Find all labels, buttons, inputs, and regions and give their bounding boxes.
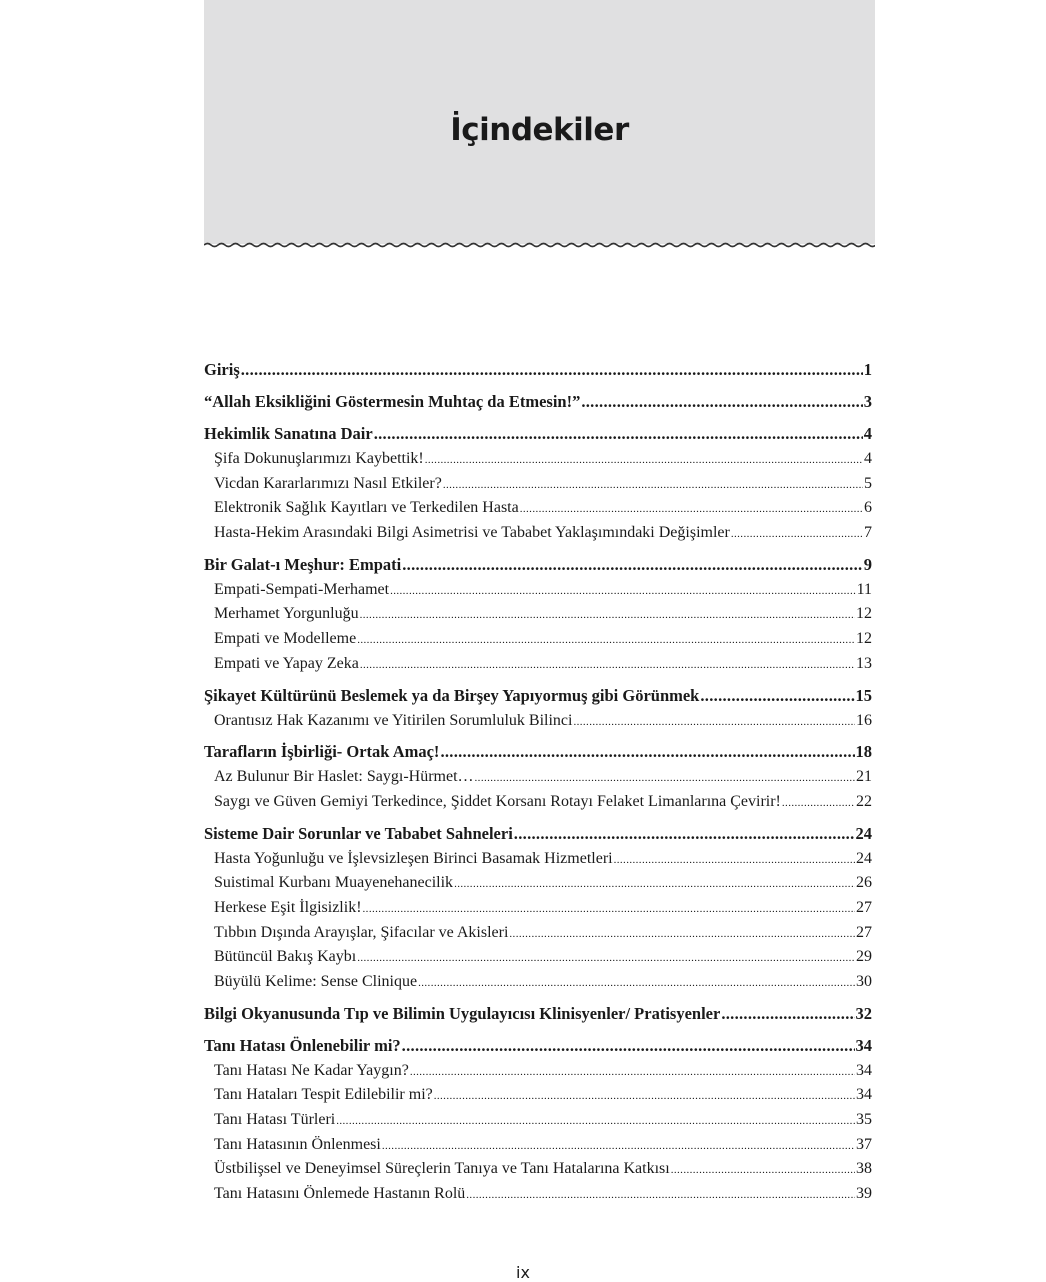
toc-subentry[interactable]: [204, 948, 872, 973]
toc-subentry-title: Empati ve Yapay Zeka: [214, 654, 359, 672]
dot-leader: [360, 655, 855, 673]
toc-section: [204, 392, 872, 418]
dot-leader: [434, 1086, 855, 1104]
toc-subentry[interactable]: [204, 1160, 872, 1185]
dot-leader: [573, 712, 855, 730]
toc-subentry[interactable]: [204, 605, 872, 630]
dot-leader: [581, 392, 862, 412]
toc-subentry-title: Saygı ve Güven Gemiyi Terkedince, Şiddet Korsanı Rotayı Felaket Limanlarına Çevirir!: [214, 792, 781, 810]
toc-subentry-page-number: 26: [856, 874, 872, 892]
dot-leader: [443, 475, 863, 493]
toc-subentry-page-number: 34: [856, 1061, 872, 1079]
toc-entry-title: Hekimlik Sanatına Dair: [204, 424, 373, 443]
toc-subentry-title: Herkese Eşit İlgisizlik!: [214, 898, 362, 916]
toc-subentry[interactable]: [204, 1111, 872, 1136]
toc-subentry[interactable]: [204, 973, 872, 998]
dot-leader: [390, 581, 856, 599]
toc-subentry-page-number: 37: [856, 1135, 872, 1153]
toc-subentry-title: Tıbbın Dışında Arayışlar, Şifacılar ve Akisleri: [214, 923, 509, 941]
toc-subentry[interactable]: [204, 793, 872, 818]
dot-leader: [671, 1160, 855, 1178]
toc-subentry-title: Üstbilişsel ve Deneyimsel Süreçlerin Tanıya ve Tanı Hatalarına Katkısı: [214, 1160, 670, 1178]
toc-entry[interactable]: [204, 686, 872, 712]
toc-entry-page-number: 24: [855, 823, 872, 843]
toc-subentry[interactable]: [204, 1185, 872, 1210]
dot-leader: [357, 948, 855, 966]
dot-leader: [418, 973, 855, 991]
dot-leader: [782, 793, 855, 811]
toc-subentry-title: Şifa Dokunuşlarımızı Kaybettik!: [214, 450, 424, 467]
toc-subentry-title: Büyülü Kelime: Sense Clinique: [214, 973, 418, 990]
toc-section: [204, 824, 872, 998]
toc-entry-page-number: 3: [863, 392, 872, 411]
toc-section: [204, 742, 872, 817]
toc-entry-page-number: 4: [863, 424, 872, 443]
toc-entry-title: Giriş: [204, 360, 240, 379]
toc-subentry-title: Hasta Yoğunluğu ve İşlevsizleşen Birinci Basamak Hizmetleri: [214, 849, 613, 867]
toc-entry-title: Tarafların İşbirliği- Ortak Amaç!: [204, 742, 440, 762]
toc-subentry-title: Tanı Hataları Tespit Edilebilir mi?: [214, 1086, 433, 1104]
toc-section: [204, 360, 872, 386]
toc-entry[interactable]: [204, 424, 872, 450]
toc-entry-page-number: 9: [863, 554, 872, 574]
toc-entry-title: Bilgi Okyanusunda Tıp ve Bilimin Uygulayıcısı Klinisyenler/ Pratisyenler: [204, 1003, 721, 1023]
dot-leader: [514, 824, 855, 844]
toc-subentry-page-number: 27: [856, 923, 872, 941]
toc-subentry-page-number: 6: [864, 499, 872, 517]
toc-subentry[interactable]: [204, 499, 872, 524]
toc-subentry-page-number: 24: [856, 849, 872, 867]
dot-leader: [402, 1036, 855, 1056]
toc-subentry-page-number: 12: [856, 630, 872, 648]
dot-leader: [520, 499, 863, 517]
toc-subentry-page-number: 30: [856, 973, 872, 990]
dot-leader: [336, 1111, 855, 1129]
dot-leader: [475, 768, 855, 786]
toc-subentry-title: Az Bulunur Bir Haslet: Saygı-Hürmet…: [214, 768, 474, 786]
toc-subentry-page-number: 34: [856, 1086, 872, 1104]
toc-entry-title: Tanı Hatası Önlenebilir mi?: [204, 1035, 401, 1055]
toc-subentry-page-number: 13: [856, 654, 872, 672]
toc-subentry-page-number: 11: [856, 580, 872, 598]
dot-leader: [363, 899, 855, 917]
toc-subentry[interactable]: [204, 899, 872, 924]
toc-entry[interactable]: [204, 555, 872, 581]
toc-section: [204, 686, 872, 737]
toc-entry-title: “Allah Eksikliğini Göstermesin Muhtaç da Etmesin!”: [204, 392, 581, 411]
toc-entry-page-number: 1: [863, 360, 872, 379]
toc-subentry-title: Tanı Hatası Ne Kadar Yaygın?: [214, 1061, 409, 1079]
toc-subentry[interactable]: [204, 850, 872, 875]
dot-leader: [360, 605, 855, 623]
toc-subentry-title: Suistimal Kurbanı Muayenehanecilik: [214, 874, 454, 892]
toc-subentry-title: Orantısız Hak Kazanımı ve Yitirilen Sorumluluk Bilinci: [214, 711, 573, 729]
toc-subentry-title: Empati-Sempati-Merhamet: [214, 580, 390, 598]
toc-entry-title: Şikayet Kültürünü Beslemek ya da Birşey Yapıyormuş gibi Görünmek: [204, 685, 700, 705]
toc-subentry-page-number: 35: [856, 1111, 872, 1129]
page-title: İçindekiler: [450, 112, 629, 148]
toc-entry[interactable]: [204, 392, 872, 418]
dot-leader: [425, 450, 863, 468]
toc-entry-page-number: 15: [855, 685, 872, 705]
toc-subentry[interactable]: [204, 1086, 872, 1111]
dot-leader: [731, 524, 863, 542]
dot-leader: [440, 742, 854, 762]
toc-entry[interactable]: [204, 742, 872, 768]
toc-subentry-page-number: 7: [864, 524, 872, 542]
toc-subentry-page-number: 39: [856, 1185, 872, 1203]
toc-entry-page-number: 34: [855, 1035, 872, 1055]
toc-subentry[interactable]: [204, 1136, 872, 1161]
toc-section: [204, 1036, 872, 1210]
table-of-contents: [204, 360, 872, 1216]
toc-subentry-title: Tanı Hatasının Önlenmesi: [214, 1135, 381, 1153]
toc-subentry-title: Bütüncül Bakış Kaybı: [214, 948, 357, 966]
toc-subentry[interactable]: [204, 768, 872, 793]
toc-subentry[interactable]: [204, 655, 872, 680]
toc-subentry[interactable]: [204, 630, 872, 655]
toc-subentry[interactable]: [204, 581, 872, 606]
toc-subentry-title: Hasta-Hekim Arasındaki Bilgi Asimetrisi ve Tababet Yaklaşımındaki Değişimler: [214, 524, 730, 542]
toc-subentry-title: Tanı Hatası Türleri: [214, 1111, 336, 1129]
toc-section: [204, 1004, 872, 1030]
toc-subentry-page-number: 21: [856, 768, 872, 786]
dot-leader: [466, 1185, 855, 1203]
page-number: ix: [516, 1263, 530, 1282]
dot-leader: [374, 424, 863, 444]
toc-subentry-title: Elektronik Sağlık Kayıtları ve Terkedilen Hasta: [214, 499, 519, 517]
toc-subentry-page-number: 16: [856, 711, 872, 729]
toc-entry-title: Bir Galat-ı Meşhur: Empati: [204, 554, 402, 574]
toc-entry[interactable]: [204, 360, 872, 386]
toc-section: [204, 555, 872, 680]
toc-subentry[interactable]: [204, 475, 872, 500]
toc-subentry[interactable]: [204, 712, 872, 737]
dot-leader: [357, 630, 855, 648]
toc-entry[interactable]: [204, 1036, 872, 1062]
toc-entry-page-number: 32: [855, 1003, 872, 1023]
toc-subentry[interactable]: [204, 924, 872, 949]
toc-subentry-title: Vicdan Kararlarımızı Nasıl Etkiler?: [214, 474, 442, 492]
toc-subentry-title: Empati ve Modelleme: [214, 630, 357, 648]
dot-leader: [402, 555, 863, 575]
dot-leader: [509, 924, 855, 942]
toc-entry[interactable]: [204, 824, 872, 850]
toc-entry-title: Sisteme Dair Sorunlar ve Tababet Sahneleri: [204, 823, 513, 843]
dot-leader: [614, 850, 855, 868]
toc-subentry[interactable]: [204, 450, 872, 475]
toc-subentry[interactable]: [204, 874, 872, 899]
toc-subentry[interactable]: [204, 524, 872, 549]
dot-leader: [454, 874, 855, 892]
dot-leader: [241, 360, 863, 380]
toc-section: [204, 424, 872, 549]
toc-subentry-page-number: 29: [856, 948, 872, 966]
toc-subentry-page-number: 5: [864, 474, 872, 492]
toc-entry-page-number: 18: [855, 742, 872, 762]
toc-entry[interactable]: [204, 1004, 872, 1030]
toc-subentry-page-number: 38: [856, 1160, 872, 1178]
toc-subentry-title: Merhamet Yorgunluğu: [214, 605, 359, 623]
toc-subentry-page-number: 4: [864, 450, 872, 467]
dot-leader: [721, 1004, 854, 1024]
dot-leader: [382, 1136, 855, 1154]
toc-subentry-page-number: 27: [856, 898, 872, 916]
toc-subentry[interactable]: [204, 1062, 872, 1087]
dot-leader: [410, 1062, 855, 1080]
wavy-divider: [204, 238, 875, 252]
toc-subentry-page-number: 22: [856, 792, 872, 810]
toc-subentry-title: Tanı Hatasını Önlemede Hastanın Rolü: [214, 1185, 466, 1203]
dot-leader: [700, 686, 854, 706]
toc-subentry-page-number: 12: [856, 605, 872, 623]
